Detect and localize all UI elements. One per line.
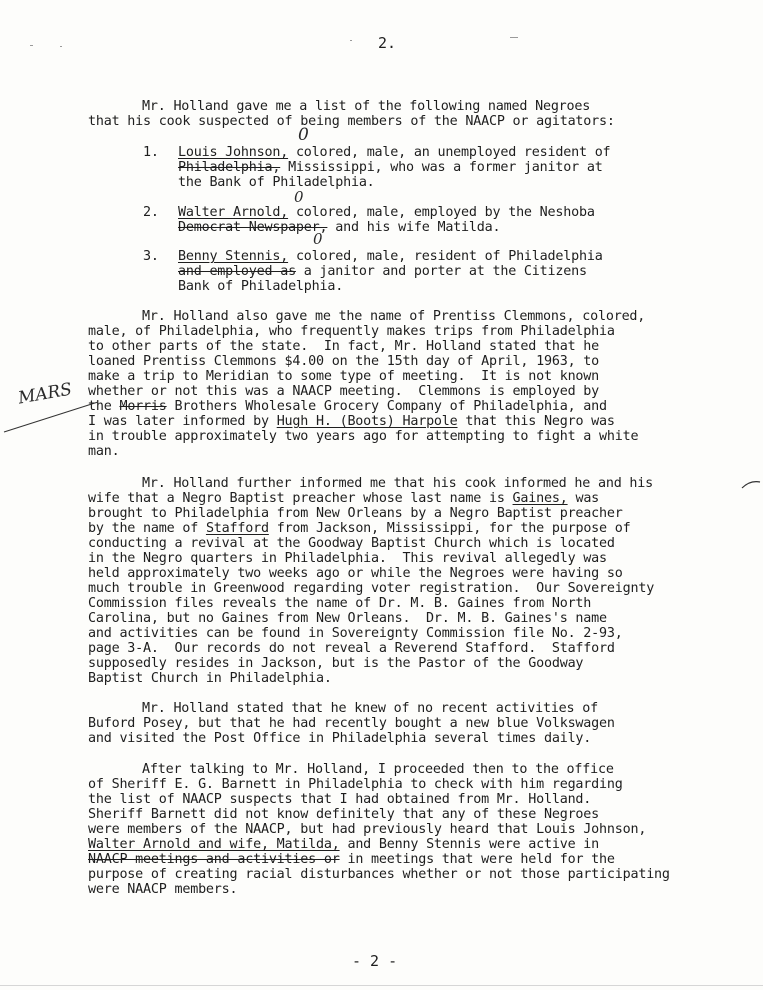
suspect-1-name: Louis Johnson, xyxy=(178,145,289,160)
handwritten-check-mark: 0 xyxy=(298,125,309,145)
footer-page-number: - 2 - xyxy=(352,952,398,970)
suspect-3-line1: Benny Stennis, colored, male, resident of Philadelphia xyxy=(178,249,603,264)
intro-paragraph: Mr. Holland gave me a list of the following named Negroes that his cook suspected of being members of the NAACP or agitators: xyxy=(88,99,615,129)
paragraph-posey: Mr. Holland stated that he knew of no recent activities of Buford Posey, but that he had recently bought a new blue Volkswagen and visited the Post Office in Philadelphia several times daily. xyxy=(88,701,615,746)
suspect-3-name: Benny Stennis, xyxy=(178,249,289,264)
margin-pen-stroke xyxy=(0,398,100,438)
name-arnold-matilda: Walter Arnold and wife, Matilda, xyxy=(88,837,340,852)
suspect-3-line3: Bank of Philadelphia. xyxy=(178,279,344,294)
document-page: 2. Mr. Holland gave me a list of the following named Negroes that his cook suspected of being members of the NAACP or agitators: 0 0 0 1. Louis Johnson, colored, male, an unemployed resident of Philadelphia, Mississippi, who was a former janitor at the Bank of Philadelphia. 2. Walter Arnold, colored, male, employed by the Neshoba Democrat Newspaper, and his wife Matilda. 3. Benny Stennis, colored, male, resident of Philadelphia and employed as a janitor and porter at the Citizens Bank of Philadelphia. Mr. Holland also gave me the name of Prentiss Clemmons, colored, male, of Philadelphia, who frequently makes trips from Philadelphia to other parts of the state. In fact, Mr. Holland stated that he loaned Prentiss Clemmons $4.00 on the 15th day of April, 1963, to make a trip to Meridian to some type of meeting. It is not known whether or not this was a NAACP meeting. Clemmons is employed by the Morris Brothers Wholesale Grocery Company of Philadelphia, and I was later informed by Hugh H. (Boots) Harpole that this Negro was in trouble approximately two years ago for attempting to fight a white man. MARS Mr. Holland further informed me that his cook informed he and his wife that a Negro Baptist preacher whose last name is Gaines, was brought to Philadelphia from New Orleans by a Negro Baptist preacher by the name of Stafford from Jackson, Mississippi, for the purpose of conducting a revival at the Goodway Baptist Church which is located in the Negro quarters in Philadelphia. This revival allegedly was held approximately two weeks ago or while the Negroes were having so much trouble in Greenwood regarding voter registration. Our Sovereignty Commission files reveals the name of Dr. M. B. Gaines from North Carolina, but no Gaines from New Orleans. Dr. M. B. Gaines's name and activities can be found in Sovereignty Commission file No. 2-93, page 3-A. Our records do not reveal a Reverend Stafford. Stafford supposedly resides in Jackson, but is the Pastor of the Goodway Baptist Church in Philadelphia. Mr. Holland stated that he knew of no recent activities of Buford Posey, but that he had recently bought a new blue Volkswagen and visited the Post Office in Philadelphia several times daily. After talking to Mr. Holland, I proceeded then to the office of Sheriff E. G. Barnett in Philadelphia to check with him regarding the list of NAACP suspects that I had obtained from Mr. Holland. Sheriff Barnett did not know definitely that any of these Negroes were members of the NAACP, but had previously heard that Louis Johnson, Walter Arnold and wife, Matilda, and Benny Stennis were active in NAACP meetings and activities or in meetings that were held for the purpose of creating racial disturbances whether or not those participating were NAACP members. - 2 - xyxy=(0,0,763,990)
name-gaines: Gaines, xyxy=(512,491,568,506)
handwritten-margin-note: MARS xyxy=(16,379,74,409)
suspect-3-number: 3. xyxy=(143,249,159,264)
handwritten-check-mark: 0 xyxy=(313,230,323,248)
name-stafford: Stafford xyxy=(205,521,269,536)
margin-tick-mark xyxy=(740,478,762,492)
suspect-2-line2: Democrat Newspaper, and his wife Matilda. xyxy=(178,220,501,235)
scan-edge xyxy=(0,985,763,986)
suspect-1-line1: Louis Johnson, colored, male, an unemployed resident of xyxy=(178,145,611,160)
handwritten-check-mark: 0 xyxy=(294,188,304,206)
scan-speck xyxy=(510,37,518,38)
suspect-1-number: 1. xyxy=(143,145,159,160)
scan-speck xyxy=(60,46,62,47)
suspect-1-line3: the Bank of Philadelphia. xyxy=(178,175,375,190)
suspect-3-line2: and employed as a janitor and porter at the Citizens xyxy=(178,264,587,279)
suspect-1-line2: Philadelphia, Mississippi, who was a former janitor at xyxy=(178,160,603,175)
scan-speck xyxy=(30,45,33,46)
scan-speck xyxy=(350,40,352,41)
suspect-2-number: 2. xyxy=(143,205,159,220)
header-page-number: 2. xyxy=(378,34,397,52)
suspect-2-line1: Walter Arnold, colored, male, employed by the Neshoba xyxy=(178,205,595,220)
name-harpole: Hugh H. (Boots) Harpole xyxy=(276,414,458,429)
suspect-2-name: Walter Arnold, xyxy=(178,205,289,220)
